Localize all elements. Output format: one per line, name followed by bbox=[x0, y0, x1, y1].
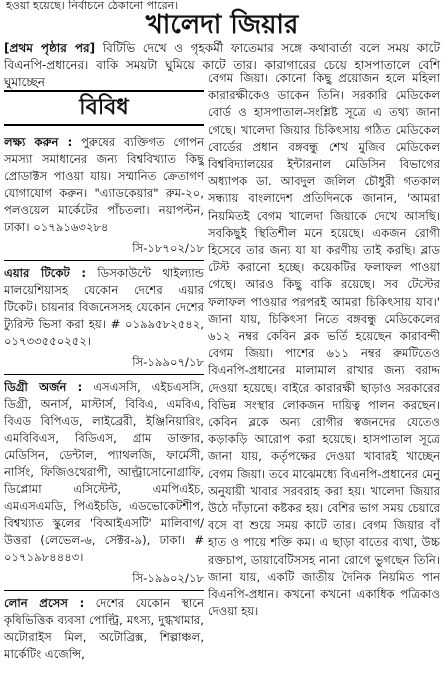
classified-ad-keyword: ডিগ্রী অর্জন : bbox=[4, 380, 83, 394]
classifieds-heading-box bbox=[4, 90, 204, 126]
classified-ad-keyword: লোন প্রসেস : bbox=[4, 596, 85, 610]
article-lead-text: বিটিভি দেখে ও গৃহকর্মী ফাতেমার সঙ্গে কথাবার্তা বলে সময় কাটে বিএনপি-প্রধানের। বাকি সময়টা ঘুমিয়ে কাটে তার। কারাগারের চেয়ে হাসপাতালে বেশি ঘুমাচ্ছেন bbox=[4, 41, 441, 89]
classified-ad-ref: সি-১৯৯০২/১৮ bbox=[4, 570, 204, 591]
continued-from-front-page-tag: [প্রথম পৃষ্ঠার পর] bbox=[4, 41, 96, 55]
classified-ad-body: এসএসসি, এইচএসসি, ডিগ্রী, অনার্স, মাস্টার্স, বিবিএ, এমবিএ, বিএড বিপিএড, লাইব্রেরী, ইঞ্জিনিয়ারিং, এমবিবিএস, বিডিএস, গ্রাম ডাক্তার, মেডিসিন, ডেন্টাল, প্যাথলজি, ফার্মেসী, নার্সিং, ফিজিওথেরাপী, আল্ট্রাসোনোগ্রাফি, ডিপ্লোমা এসিস্টেন্ট, এমপিএইচ, এমএসএমডি, পিএইচডি, এডভোকেটশীপ, বিশ্বখ্যাত স্কুলের 'বিআইএসটি' মালিবাগ/উত্তরা (লেভেল-৬, সেক্টর-৯), ঢাকা। # ০১৭১৯৮৪৪৪৩। bbox=[4, 380, 204, 564]
classified-ad bbox=[4, 595, 204, 663]
article-body-column: বেগম জিয়া। কোনো কিছু প্রয়োজন হলে মহিলা কারারক্ষীকেও ডাকেন তিনি। সরকারি মেডিকেল বোর্ড ও হাসপাতাল-সংশ্লিষ্ট সূত্রে এ তথ্য জানা গেছে। খালেদা জিয়ার চিকিৎসায় গঠিত মেডিকেল বোর্ডের প্রধান বঙ্গবন্ধু শেখ মুজিব মেডিকেল বিশ্ববিদ্যালয়ের ইন্টারনাল মেডিসিন বিভাগের অধ্যাপক ডা. আবদুল জলিল চৌধুরী গতকাল সন্ধ্যায় বাংলাদেশ প্রতিদিনকে জানান, 'আমরা নিয়মিতই বেগম খালেদা জিয়াকে দেখে আসছি। সবকিছুই স্থিতিশীল মনে হয়েছে। একজন রোগী হিসেবে তার জন্য যা যা করণীয় তাই করছি। ব্লাড টেস্ট করানো হচ্ছে। কয়েকটির ফলাফল পাওয়া গেছে। আরও কিছু বাকি রয়েছে। সব টেস্টের ফলাফল পাওয়ার পরপরই আমরা চিকিৎসায় যাব।' জানা যায়, চিকিৎসা নিতে বঙ্গবন্ধু মেডিকেলের ৬১২ নম্বর কেবিন ব্লক ভর্তি হয়েছেন কারাবন্দী বেগম জিয়া। পাশের ৬১১ নম্বর রুমটিতেও বিএনপি-প্রধানের মালামাল রাখার জন্য বরাদ্দ দেওয়া হয়েছে। বাইরে কারারক্ষী ছাড়াও সরকারের বিভিন্ন সংস্থার লোকজন দায়িত্ব পালন করছেন। কেবিন ব্লকে অন্য রোগীর স্বজনদের যেতেও কড়াকড়ি আরোপ করা হয়েছে। হাসপাতাল সূত্রে জানা যায়, কর্তৃপক্ষের দেওয়া খাবারই খাচ্ছেন বেগম জিয়া। তবে মাঝেমধ্যে বিএনপি-প্রধানের মেনু অনুযায়ী খাবার সরবরাহ করা হয়। খালেদা জিয়ার উঠে দাঁড়ানো কষ্টকর হয়। বেশির ভাগ সময় চেয়ারে বসে বা শুয়ে সময় কাটে তার। বেগম জিয়ার বাঁ হাত ও পায়ে শক্তি কম। এ ছাড়া বাতের ব্যথা, উচ্চ রক্তচাপ, ডায়াবেটিসসহ নানা রোগে ভুগছেন তিনি। জানা যায়, একটি জাতীয় দৈনিক নিয়মিত পান বিএনপি-প্রধান। কখনো কখনো একাধিক পত্রিকাও দেওয়া হয়। bbox=[208, 71, 440, 619]
classified-ad-ref: সি-১৮৭০২/১৮ bbox=[4, 240, 204, 261]
classified-ad bbox=[4, 265, 204, 350]
classified-ad bbox=[4, 134, 204, 236]
classified-ad-keyword: লক্ষ্য করুন : bbox=[4, 135, 73, 149]
classified-ad-body: পুরুষের ব্যক্তিগত গোপন সমস্যা সমাধানের জন্য বিশ্ববিখ্যাত কিছু প্রোডাক্টস পাওয়া যায়। সম্মানিত ক্রেতাগণ যোগাযোগ করুন। "এ্যাডকেয়ার" রুম-২০, পলওয়েল মার্কেটের পাঁচতলা। নয়াপল্টন, ঢাকা। ০১৭৯১৬৩২৮৪ bbox=[4, 135, 204, 234]
classified-ad-keyword: এয়ার টিকেট : bbox=[4, 266, 87, 280]
classifieds-heading: বিবিধ bbox=[79, 94, 129, 120]
classified-ad-body: দেশের যেকোন স্থানে কৃষিভিত্তিক ব্যবসা পোল্ট্রি, মৎস্য, দুগ্ধখামার, অটোরাইস মিল, অটোব্রিক্স, শিল্পাঞ্চল, মার্কেটিং এজেন্সি, bbox=[4, 596, 204, 661]
classified-ad-ref: সি-১৯৯০৭/১৮ bbox=[4, 354, 204, 375]
classifieds-column bbox=[4, 88, 204, 678]
article-headline: খালেদা জিয়ার bbox=[145, 10, 299, 40]
classified-ad-body: ডিসকাউন্টে থাইল্যান্ড মালয়েশিয়াসহ যেকোন দেশের এয়ার টিকেট। চায়নার বিজনেসসহ যেকোন দেশের ট্যুরিস্ট ভিসা করা হয়। # ০১৯৯৫৮২৫৪২, ০১৭৩৩৫৫০২৫২। bbox=[4, 266, 204, 348]
previous-article-fragment: হওয়া হয়েছে। নির্বাচনে ঠেকানো পারেন। bbox=[6, 0, 179, 12]
classified-ad bbox=[4, 379, 204, 566]
